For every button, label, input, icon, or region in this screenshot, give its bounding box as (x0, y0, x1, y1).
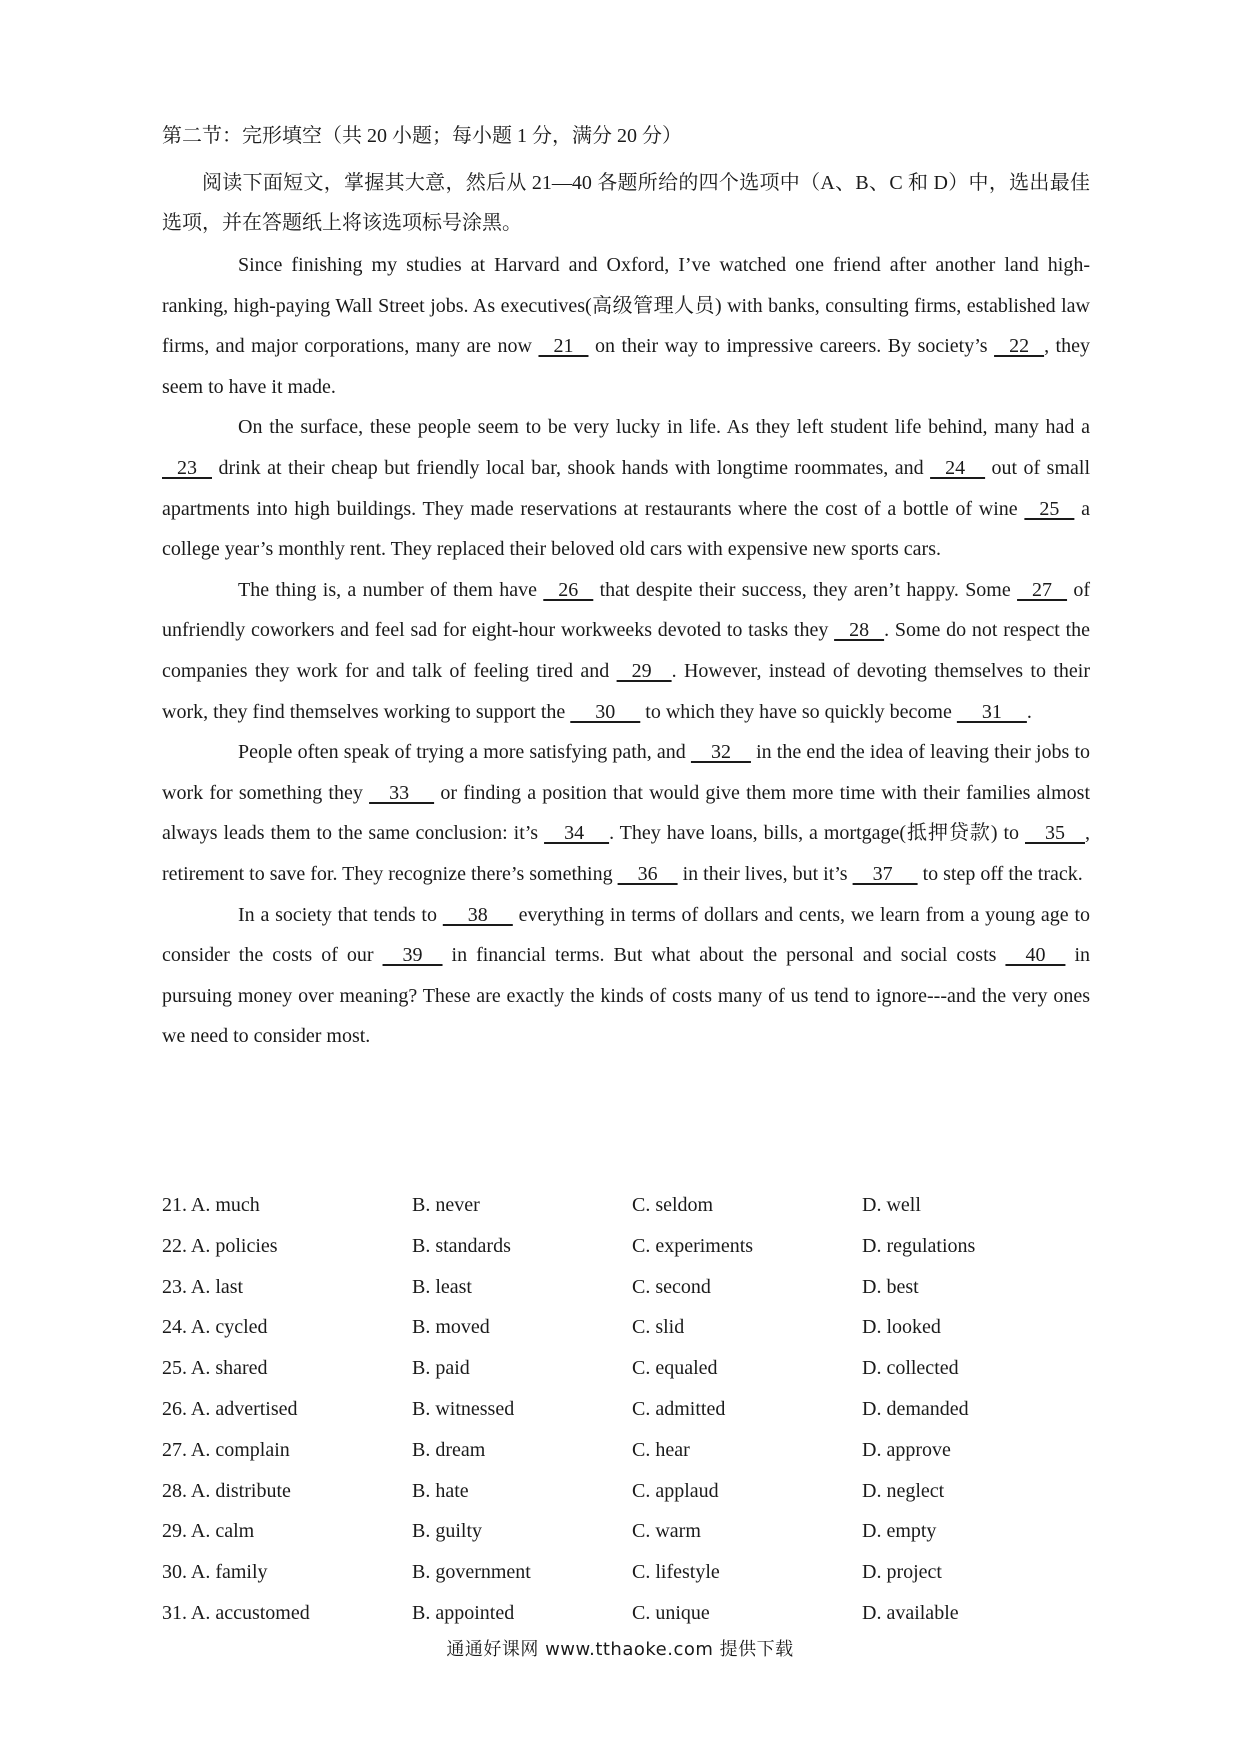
paragraph-5 (162, 895, 1090, 1057)
option-c: C. seldom (632, 1194, 714, 1216)
option-c: C. warm (632, 1520, 701, 1543)
page-footer: 通通好课网 www.tthaoke.com 提供下载 (446, 1639, 794, 1660)
passage-text: out of small apartments into high buildings. They made reservations at restaurants where the cost of a bottle of wine (162, 456, 1091, 520)
option-row-21 (162, 1185, 1090, 1226)
option-c: C. unique (632, 1601, 710, 1624)
option-row-24 (162, 1307, 1090, 1348)
option-a: 25. A. shared (162, 1357, 268, 1380)
section-heading: 第二节：完形填空（共 20 小题；每小题 1 分，满分 20 分） (162, 125, 682, 147)
option-a: 21. A. much (162, 1194, 260, 1216)
option-a: 31. A. accustomed (162, 1601, 310, 1624)
option-b: B. hate (412, 1479, 469, 1502)
option-row-23 (162, 1267, 1090, 1308)
option-b: B. guilty (412, 1520, 483, 1543)
passage-text: . (1026, 700, 1032, 723)
passage-text: drink at their cheap but friendly local bar, shook hands with longtime roommates, and (212, 456, 931, 479)
passage-text: to which they have so quickly become (640, 700, 957, 723)
option-b: B. paid (412, 1357, 470, 1380)
blank-35: 35 (1025, 822, 1085, 845)
option-d: D. demanded (862, 1397, 969, 1420)
option-row-26 (162, 1389, 1090, 1430)
option-row-28 (162, 1471, 1090, 1512)
option-row-27 (162, 1430, 1090, 1471)
passage-text: to step off the track. (917, 862, 1083, 885)
blank-24: 24 (930, 456, 986, 479)
option-b: B. least (412, 1275, 472, 1298)
blank-31: 31 (956, 700, 1027, 723)
option-a: 22. A. policies (162, 1234, 278, 1257)
option-d: D. well (862, 1194, 921, 1216)
blank-28: 28 (834, 619, 885, 642)
option-c: C. admitted (632, 1397, 726, 1420)
option-c: C. second (632, 1275, 711, 1298)
passage-text: . However, instead of devoting themselves to their work, they find themselves working to support the (162, 659, 1091, 723)
option-a: 24. A. cycled (162, 1316, 268, 1339)
option-d: D. available (862, 1601, 959, 1624)
blank-38: 38 (442, 903, 513, 926)
blank-29: 29 (616, 659, 672, 682)
option-d: D. regulations (862, 1234, 976, 1257)
blank-39: 39 (382, 944, 443, 967)
option-a: 28. A. distribute (162, 1479, 291, 1502)
paragraph-1 (162, 245, 1090, 407)
option-d: D. neglect (862, 1479, 945, 1502)
blank-40: 40 (1005, 944, 1066, 967)
passage-text: on their way to impressive careers. By society’s (588, 335, 995, 358)
paragraph-2 (162, 407, 1090, 569)
passage-text: People often speak of trying a more satisfying path, and (238, 741, 691, 764)
blank-23: 23 (162, 456, 212, 479)
option-row-30 (162, 1552, 1090, 1593)
passage-text: a college year’s monthly rent. They replaced their beloved old cars with expensive new sports cars. (162, 497, 1090, 561)
option-d: D. project (862, 1561, 942, 1584)
option-row-29 (162, 1511, 1090, 1552)
option-b: B. dream (412, 1438, 486, 1461)
passage-text: Since finishing my studies at Harvard and Oxford, I’ve watched one friend after another land high-ranking, high-paying Wall Street jobs. As executives(高级管理人员) with banks, consulting firms, established law firms, and major corporations, many are now (162, 254, 1090, 358)
option-a: 27. A. complain (162, 1438, 290, 1461)
option-c: C. experiments (632, 1234, 754, 1257)
option-c: C. applaud (632, 1479, 719, 1502)
paragraph-3 (162, 570, 1090, 732)
passage-text: everything in terms of dollars and cents, we learn from a young age to consider the costs of our (162, 903, 1091, 967)
passage-text: , they seem to have it made. (162, 335, 1090, 398)
blank-34: 34 (544, 822, 610, 845)
option-row-22 (162, 1226, 1090, 1267)
passage-text: The thing is, a number of them have (238, 578, 544, 601)
option-d: D. empty (862, 1520, 937, 1543)
option-b: B. government (412, 1561, 531, 1584)
option-c: C. equaled (632, 1357, 718, 1380)
passage-text: in pursuing money over meaning? These are exactly the kinds of costs many of us tend to ignore---and the very ones we need to consider most. (162, 944, 1090, 1048)
blank-37: 37 (852, 862, 918, 885)
passage-text: On the surface, these people seem to be very lucky in life. As they left student life behind, many had a (238, 416, 1090, 439)
option-d: D. approve (862, 1438, 951, 1461)
option-a: 23. A. last (162, 1275, 244, 1298)
passage-text: in financial terms. But what about the personal and social costs (442, 944, 1006, 967)
option-row-25 (162, 1348, 1090, 1389)
instructions: 阅读下面短文，掌握其大意，然后从 21—40 各题所给的四个选项中（A、B、C 和 D）中，选出最佳选项，并在答题纸上将该选项标号涂黑。 (162, 172, 1090, 234)
blank-30: 30 (570, 700, 641, 723)
option-d: D. collected (862, 1357, 959, 1380)
option-row-31 (162, 1593, 1090, 1634)
blank-22: 22 (994, 335, 1045, 358)
option-b: B. moved (412, 1316, 490, 1339)
blank-36: 36 (617, 862, 678, 885)
blank-25: 25 (1024, 497, 1075, 520)
option-a: 29. A. calm (162, 1520, 255, 1543)
option-b: B. appointed (412, 1601, 515, 1624)
blank-27: 27 (1017, 578, 1068, 601)
passage-text: . Some do not respect the companies they work for and talk of feeling tired and (162, 619, 1090, 682)
paragraph-4 (162, 732, 1090, 894)
option-d: D. best (862, 1275, 919, 1298)
passage-text: in the end the idea of leaving their jobs to work for something they (162, 741, 1090, 804)
blank-33: 33 (369, 781, 435, 804)
option-d: D. looked (862, 1316, 941, 1339)
passage-text: in their lives, but it’s (677, 862, 853, 885)
option-b: B. never (412, 1194, 480, 1216)
exam-page (162, 122, 1090, 1057)
option-b: B. witnessed (412, 1397, 515, 1420)
passage-text: , retirement to save for. They recognize there’s something (162, 822, 1090, 885)
option-b: B. standards (412, 1234, 511, 1257)
passage-text: In a society that tends to (238, 903, 443, 926)
blank-21: 21 (538, 335, 589, 358)
passage-text: or finding a position that would give them more time with their families almost always leads them to the same conclusion: it’s (162, 781, 1091, 845)
passage-text: . They have loans, bills, a mortgage(抵押贷款) to (609, 822, 1025, 845)
passage-text: that despite their success, they aren’t happy. Some (593, 578, 1018, 601)
option-a: 30. A. family (162, 1561, 268, 1584)
option-c: C. hear (632, 1438, 690, 1461)
option-c: C. slid (632, 1316, 685, 1339)
option-c: C. lifestyle (632, 1561, 720, 1584)
option-a: 26. A. advertised (162, 1397, 298, 1420)
passage-text: of unfriendly coworkers and feel sad for eight-hour workweeks devoted to tasks they (162, 578, 1091, 642)
blank-26: 26 (543, 578, 594, 601)
answer-options (162, 1185, 1090, 1634)
blank-32: 32 (690, 741, 751, 764)
